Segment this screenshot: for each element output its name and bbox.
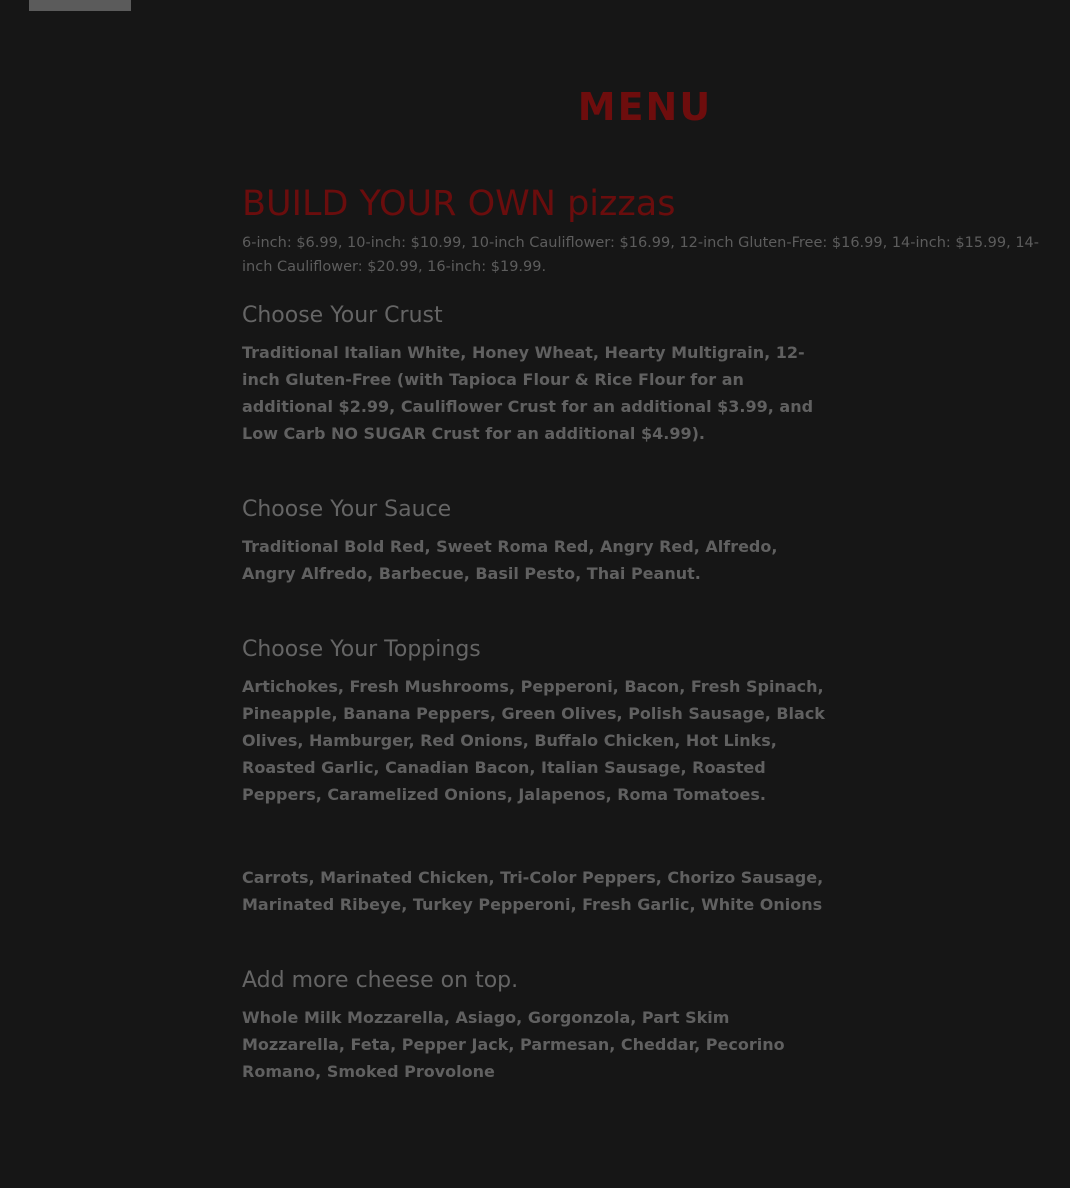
cheese-title: Add more cheese on top.	[242, 968, 519, 993]
toppings-options: Artichokes, Fresh Mushrooms, Pepperoni, Bacon, Fresh Spinach, Pineapple, Banana Peppers, Green Olives, Polish Sausage, Black Olives, Hamburger, Red Onions, Buffalo Chicken, Hot Links, Roasted Garlic, Canadian Bacon, Italian Sausage, Roasted Peppers, Caramelized Onions, Jalapenos, Roma Tomatoes.	[242, 677, 825, 804]
page-title: MENU	[577, 85, 713, 129]
menu-content	[242, 183, 1052, 1085]
crust-options: Traditional Italian White, Honey Wheat, Hearty Multigrain, 12-inch Gluten-Free (with Tapioca Flour & Rice Flour for an additional $2.99, Cauliflower Crust for an additional $3.99, and Low Carb NO SUGAR Crust for an additional $4.99).	[242, 343, 814, 443]
build-your-own-heading: BUILD YOUR OWN pizzas	[242, 184, 676, 224]
sauce-options: Traditional Bold Red, Sweet Roma Red, Angry Red, Alfredo, Angry Alfredo, Barbecue, Basil Pesto, Thai Peanut.	[242, 537, 778, 583]
cheese-section	[242, 967, 832, 1085]
pizza-size-prices: 6-inch: $6.99, 10-inch: $10.99, 10-inch Cauliflower: $16.99, 12-inch Gluten-Free: $16.99, 14-inch: $15.99, 14-inch Cauliflower: $20.99, 16-inch: $19.99.	[242, 235, 1040, 275]
cheese-options: Whole Milk Mozzarella, Asiago, Gorgonzola, Part Skim Mozzarella, Feta, Pepper Jack, Parmesan, Cheddar, Pecorino Romano, Smoked Provolone	[242, 1008, 785, 1081]
logo[interactable]	[29, 0, 131, 11]
toppings-section	[242, 636, 832, 918]
sauce-section	[242, 496, 832, 587]
toppings-title: Choose Your Toppings	[242, 637, 481, 662]
toppings-extra-options: Carrots, Marinated Chicken, Tri-Color Peppers, Chorizo Sausage, Marinated Ribeye, Turkey Pepperoni, Fresh Garlic, White Onions	[242, 868, 824, 914]
crust-title: Choose Your Crust	[242, 303, 443, 328]
sauce-title: Choose Your Sauce	[242, 497, 452, 522]
crust-section	[242, 302, 832, 447]
